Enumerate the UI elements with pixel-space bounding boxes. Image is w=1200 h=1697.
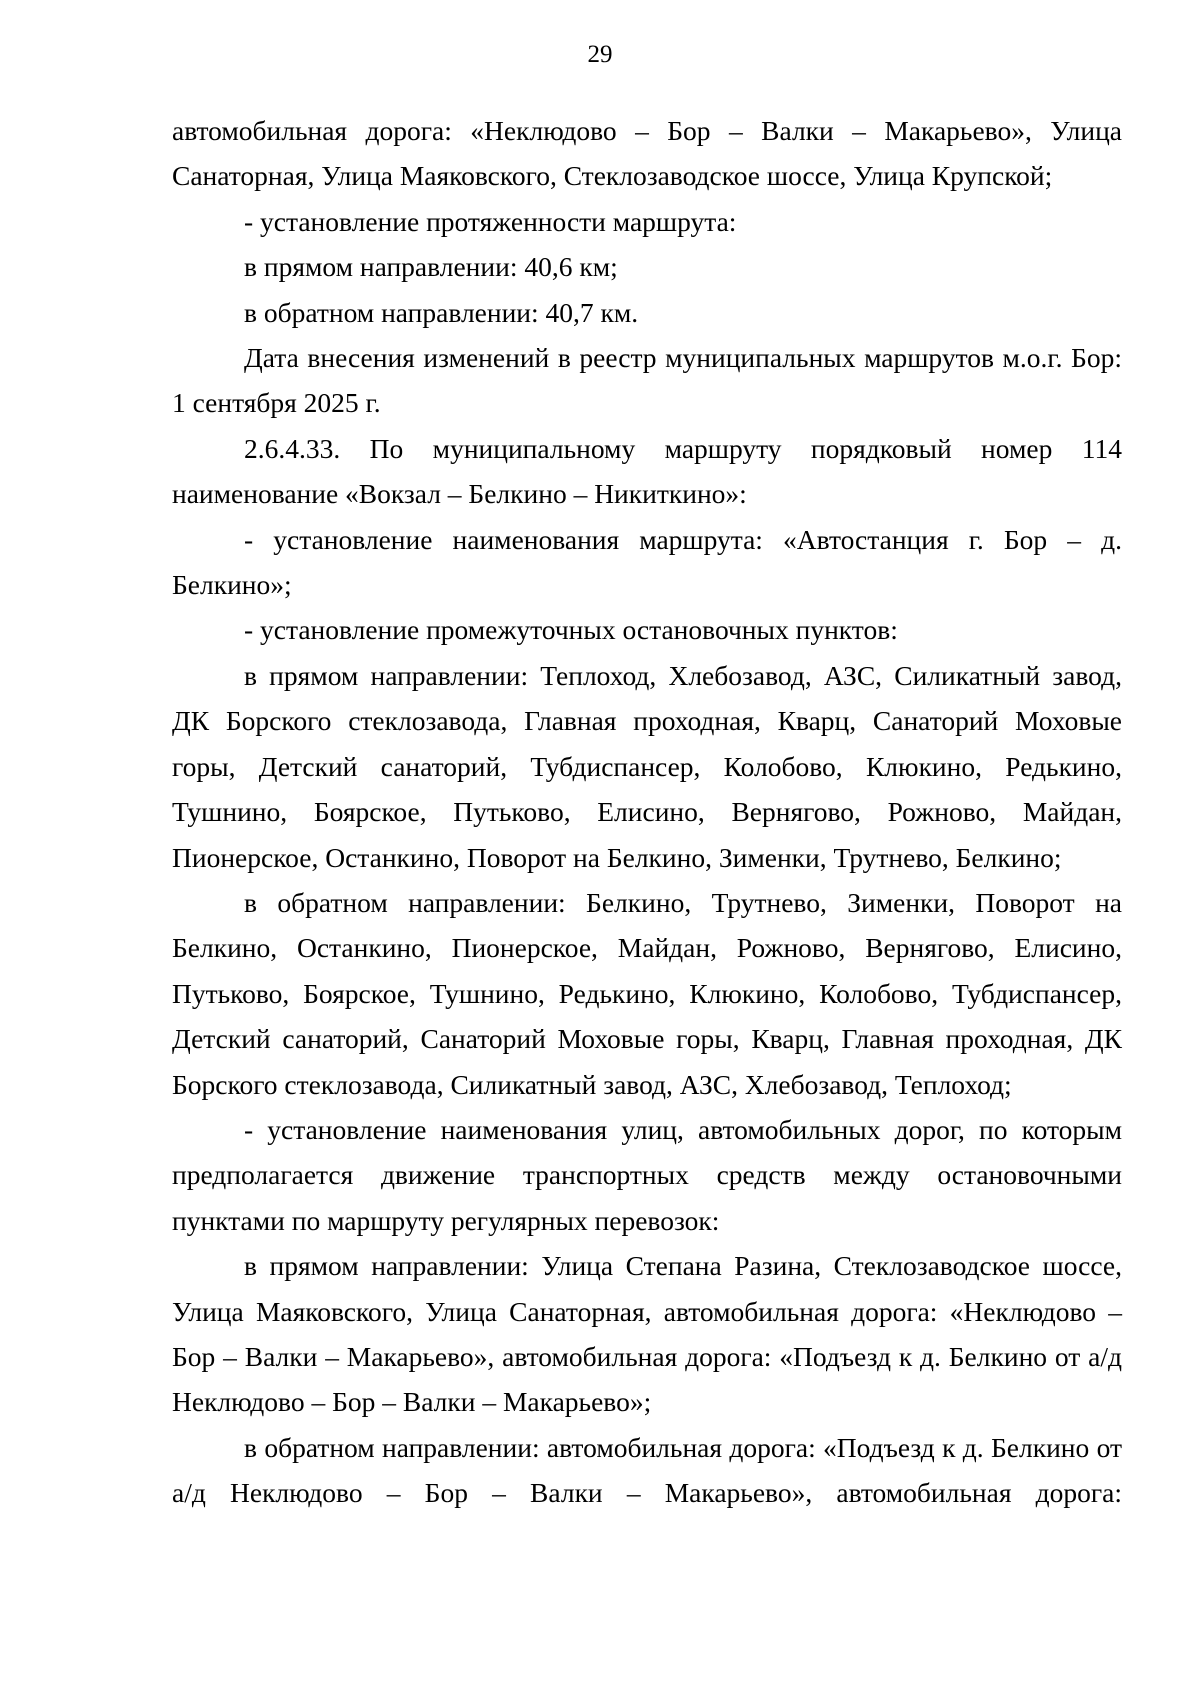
document-body xyxy=(172,108,1122,1516)
paragraph-forward-streets: в прямом направлении: Улица Степана Разина, Стеклозаводское шоссе, Улица Маяковского, Улица Санаторная, автомобильная дорога: «Неклюдово – Бор – Валки – Макарьево», автомобильная дорога: «Подъезд к д. Белкино от а/д Неклюдово – Бор – Валки – Макарьево»; xyxy=(172,1250,1122,1418)
paragraph-reverse-stops: в обратном направлении: Белкино, Трутнево, Зименки, Поворот на Белкино, Останкино, Пионерское, Майдан, Рожново, Вернягово, Елисино, Путьково, Боярское, Тушнино, Редькино, Клюкино, Колобово, Тубдиспансер, Детский санаторий, Санаторий Моховые горы, Кварц, Главная проходная, ДК Борского стеклозавода, Силикатный завод, АЗС, Хлебозавод, Теплоход; xyxy=(172,886,1122,1100)
paragraph-registry-date: Дата внесения изменений в реестр муниципальных маршрутов м.о.г. Бор: 1 сентября 2025 г. xyxy=(172,342,1122,419)
paragraph-stops-heading: - установление промежуточных остановочных пунктов: xyxy=(244,614,898,646)
paragraph-section-2-6-4-33: 2.6.4.33. По муниципальному маршруту порядковый номер 114 наименование «Вокзал – Белкино – Никиткино»: xyxy=(172,432,1122,510)
page-number: 29 xyxy=(587,41,613,68)
paragraph-forward-length: в прямом направлении: 40,6 км; xyxy=(244,251,618,283)
paragraph-reverse-length: в обратном направлении: 40,7 км. xyxy=(244,296,639,328)
paragraph-reverse-streets: в обратном направлении: автомобильная дорога: «Подъезд к д. Белкино от а/д Неклюдово – Бор – Валки – Макарьево», автомобильная дорога: xyxy=(172,1431,1122,1509)
paragraph-route-length-heading: - установление протяженности маршрута: xyxy=(244,205,737,237)
paragraph-road-continuation: автомобильная дорога: «Неклюдово – Бор – Валки – Макарьево», Улица Санаторная, Улица Маяковского, Стеклозаводское шоссе, Улица Крупской; xyxy=(172,115,1122,192)
paragraph-forward-stops: в прямом направлении: Теплоход, Хлебозавод, АЗС, Силикатный завод, ДК Борского стеклозавода, Главная проходная, Кварц, Санаторий Моховые горы, Детский санаторий, Тубдиспансер, Колобово, Клюкино, Редькино, Тушнино, Боярское, Путьково, Елисино, Вернягово, Рожново, Майдан, Пионерское, Останкино, Поворот на Белкино, Зименки, Трутнево, Белкино; xyxy=(172,659,1122,873)
paragraph-route-name: - установление наименования маршрута: «Автостанция г. Бор – д. Белкино»; xyxy=(172,523,1122,601)
paragraph-streets-heading: - установление наименования улиц, автомобильных дорог, по которым предполагается движение транспортных средств между остановочными пунктами по маршруту регулярных перевозок: xyxy=(172,1113,1122,1236)
